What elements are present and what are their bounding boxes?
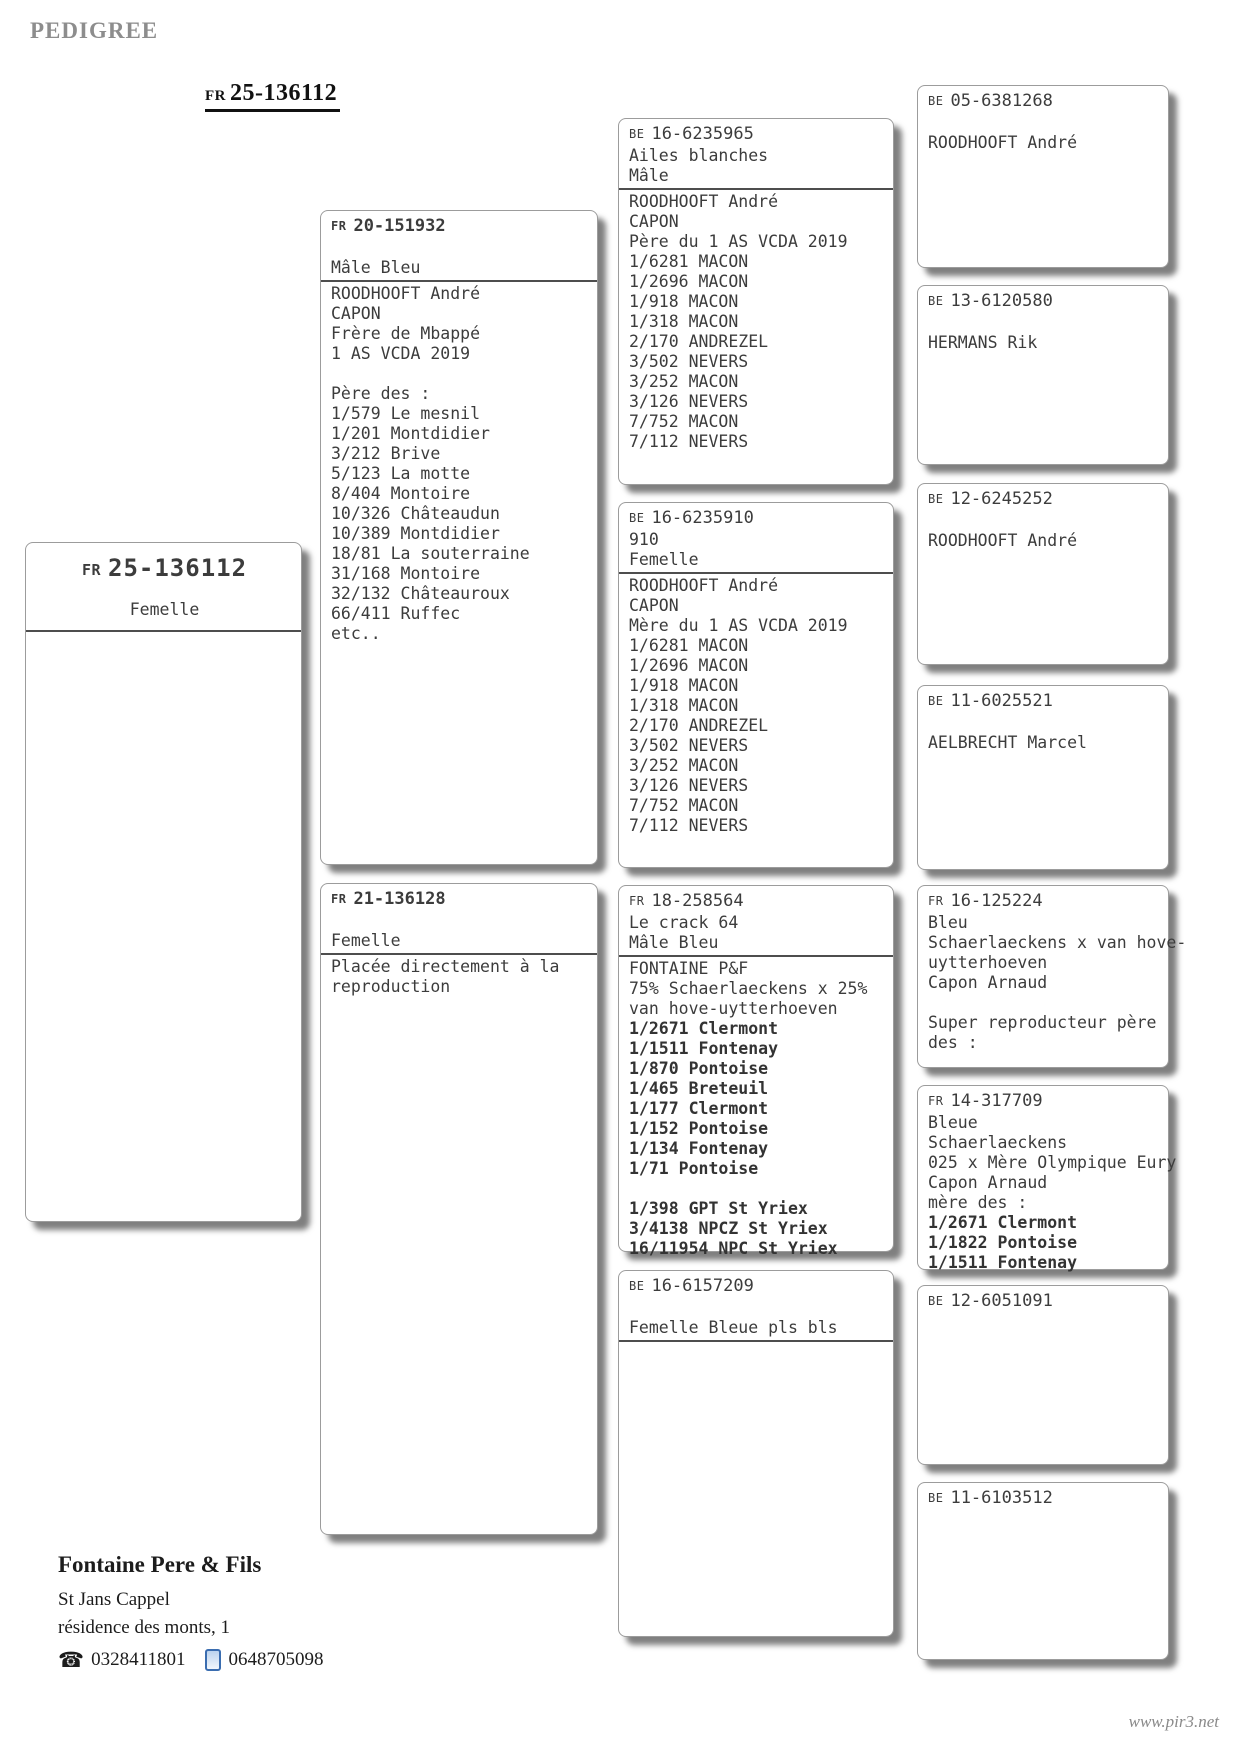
- ring-number: [928, 891, 1160, 913]
- pedigree-line: 1/1511 Fontenay: [629, 1039, 779, 1058]
- pedigree-line: 18/81 La souterraine: [331, 544, 530, 563]
- name-line: Le crack 64: [629, 913, 739, 932]
- ring-id: 25-136112: [108, 554, 248, 582]
- pedigree-line: 1/870 Pontoise: [629, 1059, 769, 1078]
- name-line: [629, 1298, 885, 1318]
- name-line: Mâle Bleu: [629, 933, 719, 952]
- pedigree-box-great-grandfather-3: [917, 885, 1187, 1068]
- pedigree-line: [928, 993, 1160, 1013]
- pedigree-line: 1/465 Breteuil: [629, 1079, 769, 1098]
- country-code: BE: [629, 511, 645, 525]
- pedigree-line: Schaerlaeckens: [928, 1133, 1068, 1152]
- pedigree-line: 1/152 Pontoise: [629, 1119, 769, 1138]
- pedigree-line: 3/502 NEVERS: [629, 736, 749, 755]
- pedigree-box-great-grandfather-2: [917, 483, 1169, 665]
- pedigree-line: 7/112 NEVERS: [629, 432, 749, 451]
- pedigree-line: van hove-uytterhoeven: [629, 999, 838, 1018]
- pedigree-line: 31/168 Montoire: [331, 564, 481, 583]
- pedigree-line: [928, 113, 1160, 133]
- pedigree-line: 2/170 ANDREZEL: [629, 332, 769, 351]
- divider: [321, 953, 597, 955]
- pedigree-line: 1 AS VCDA 2019: [331, 344, 471, 363]
- breeder-street: résidence des monts, 1: [58, 1617, 231, 1638]
- pedigree-line: 1/1511 Fontenay: [928, 1253, 1078, 1272]
- divider: [619, 1340, 893, 1342]
- pedigree-line: [928, 313, 1160, 333]
- country-code: BE: [928, 492, 944, 506]
- pedigree-line: 1/918 MACON: [629, 676, 739, 695]
- pedigree-line: 16/11954 NPC St Yriex: [629, 1239, 838, 1258]
- pedigree-line: Schaerlaeckens x van hove-: [928, 933, 1187, 952]
- pedigree-line: ROODHOOFT André: [629, 192, 779, 211]
- pedigree-line: 10/389 Montdidier: [331, 524, 500, 543]
- pedigree-line: Père des :: [331, 384, 431, 403]
- pedigree-box-great-grandmother-2: [917, 685, 1169, 870]
- pedigree-line: 66/411 Ruffec: [331, 604, 461, 623]
- ring-id: 12-6245252: [950, 489, 1053, 509]
- country-code: FR: [331, 219, 347, 233]
- name-line: Mâle Bleu: [331, 258, 421, 277]
- title-country-code: FR: [205, 88, 226, 104]
- pedigree-line: ROODHOOFT André: [629, 576, 779, 595]
- pedigree-box-great-grandfather-4: [917, 1285, 1169, 1465]
- pedigree-line: HERMANS Rik: [928, 333, 1038, 352]
- pedigree-line: ROODHOOFT André: [928, 531, 1078, 550]
- pedigree-line: AELBRECHT Marcel: [928, 733, 1087, 752]
- mobile-phone-icon: [205, 1649, 221, 1671]
- pedigree-box-mother: [320, 883, 598, 1535]
- pedigree-line: 3/4138 NPCZ St Yriex: [629, 1219, 828, 1238]
- pedigree-line: 3/502 NEVERS: [629, 352, 749, 371]
- pedigree-line: 7/752 MACON: [629, 796, 739, 815]
- pedigree-line: 1/2696 MACON: [629, 272, 749, 291]
- pedigree-line: 3/126 NEVERS: [629, 776, 749, 795]
- pedigree-box-grandmother-paternal: [618, 502, 894, 868]
- ring-id: 18-258564: [651, 891, 744, 911]
- name-line: Femelle Bleue pls bls: [629, 1318, 838, 1337]
- divider: [619, 188, 893, 190]
- ring-number: [928, 1091, 1160, 1113]
- page-title: PEDIGREE: [30, 18, 159, 43]
- pedigree-box-grandfather-paternal: [618, 118, 894, 485]
- breeder-contact: [58, 1648, 323, 1672]
- pedigree-line: 3/212 Brive: [331, 444, 441, 463]
- pedigree-line: CAPON: [629, 596, 679, 615]
- country-code: BE: [629, 1279, 645, 1293]
- pedigree-line: Super reproducteur père: [928, 1013, 1157, 1032]
- pedigree-line: [928, 511, 1160, 531]
- pedigree-line: 8/404 Montoire: [331, 484, 471, 503]
- pedigree-line: 3/126 NEVERS: [629, 392, 749, 411]
- pedigree-line: 1/2671 Clermont: [928, 1213, 1078, 1232]
- divider: [619, 955, 893, 957]
- pedigree-box-father: [320, 210, 598, 865]
- name-line: Mâle: [629, 166, 669, 185]
- ring-number: [928, 291, 1160, 313]
- ring-id: 16-6235965: [651, 124, 754, 144]
- divider: [619, 572, 893, 574]
- ring-id: 05-6381268: [950, 91, 1053, 111]
- pedigree-line: CAPON: [629, 212, 679, 231]
- mobile-number: 0648705098: [228, 1649, 324, 1670]
- ring-number: [928, 91, 1160, 113]
- divider: [26, 630, 301, 632]
- name-line: Femelle: [129, 600, 200, 619]
- country-code: FR: [928, 1094, 944, 1108]
- pedigree-line: 1/2696 MACON: [629, 656, 749, 675]
- pedigree-line: FONTAINE P&F: [629, 959, 749, 978]
- country-code: BE: [928, 694, 944, 708]
- pedigree-line: Bleu: [928, 913, 968, 932]
- country-code: BE: [928, 1294, 944, 1308]
- ring-number: [928, 1291, 1160, 1313]
- pedigree-box-grandmother-maternal: [618, 1270, 894, 1637]
- pedigree-line: uytterhoeven: [928, 953, 1048, 972]
- ring-number: [331, 889, 589, 911]
- divider: [321, 280, 597, 282]
- pedigree-line: 1/177 Clermont: [629, 1099, 769, 1118]
- pedigree-line: 1/918 MACON: [629, 292, 739, 311]
- pedigree-line: [331, 364, 589, 384]
- pedigree-line: 1/71 Pontoise: [629, 1159, 759, 1178]
- name-line: Femelle: [331, 931, 401, 950]
- pedigree-line: 2/170 ANDREZEL: [629, 716, 769, 735]
- ring-number: [928, 489, 1160, 511]
- pedigree-line: Mère du 1 AS VCDA 2019: [629, 616, 848, 635]
- ring-id: 21-136128: [353, 889, 446, 909]
- pedigree-line: 7/752 MACON: [629, 412, 739, 431]
- name-line: [331, 911, 589, 931]
- country-code: BE: [928, 294, 944, 308]
- ring-id: 20-151932: [353, 216, 446, 236]
- pedigree-box-great-grandmother-3: [917, 1085, 1177, 1272]
- ring-number: [928, 1488, 1160, 1510]
- pedigree-box-great-grandfather-1: [917, 85, 1169, 268]
- country-code: FR: [928, 894, 944, 908]
- pedigree-line: Placée directement à la: [331, 957, 560, 976]
- pedigree-line: 1/318 MACON: [629, 312, 739, 331]
- pedigree-line: ROODHOOFT André: [928, 133, 1078, 152]
- pedigree-line: Capon Arnaud: [928, 973, 1048, 992]
- breeder-name: Fontaine Pere & Fils: [58, 1552, 262, 1577]
- subject-ring-title: [205, 80, 340, 112]
- name-line: [331, 238, 589, 258]
- country-code: FR: [629, 894, 645, 908]
- title-ring-number: 25-136112: [230, 80, 338, 106]
- pedigree-line: 1/201 Montdidier: [331, 424, 490, 443]
- pedigree-line: [629, 1179, 885, 1199]
- pedigree-line: Capon Arnaud: [928, 1173, 1048, 1192]
- ring-number: [629, 891, 885, 913]
- ring-number: [629, 124, 885, 146]
- ring-id: 16-6235910: [651, 508, 754, 528]
- pedigree-box-great-grandmother-4: [917, 1482, 1169, 1660]
- pedigree-box-great-grandmother-1: [917, 285, 1169, 465]
- pedigree-line: 1/318 MACON: [629, 696, 739, 715]
- pedigree-line: 5/123 La motte: [331, 464, 471, 483]
- pedigree-line: Bleue: [928, 1113, 978, 1132]
- pedigree-line: 1/2671 Clermont: [629, 1019, 779, 1038]
- pedigree-line: ROODHOOFT André: [331, 284, 481, 303]
- pedigree-line: 025 x Mère Olympique Eury: [928, 1153, 1177, 1172]
- ring-id: 13-6120580: [950, 291, 1053, 311]
- country-code: FR: [81, 561, 101, 579]
- ring-id: 14-317709: [950, 1091, 1043, 1111]
- pedigree-line: 1/6281 MACON: [629, 252, 749, 271]
- watermark-url: www.pir3.net: [1128, 1712, 1219, 1731]
- ring-number: [629, 508, 885, 530]
- ring-number: [928, 691, 1160, 713]
- pedigree-line: 10/326 Châteaudun: [331, 504, 500, 523]
- name-line: 910: [629, 530, 659, 549]
- pedigree-line: 1/134 Fontenay: [629, 1139, 769, 1158]
- country-code: BE: [928, 94, 944, 108]
- pedigree-line: Père du 1 AS VCDA 2019: [629, 232, 848, 251]
- ring-number: [629, 1276, 885, 1298]
- pedigree-line: 75% Schaerlaeckens x 25%: [629, 979, 868, 998]
- name-line: Femelle: [629, 550, 699, 569]
- pedigree-line: [928, 713, 1160, 733]
- ring-id: 11-6103512: [950, 1488, 1053, 1508]
- pedigree-line: 1/398 GPT St Yriex: [629, 1199, 808, 1218]
- ring-id: 16-6157209: [651, 1276, 754, 1296]
- pedigree-line: 3/252 MACON: [629, 756, 739, 775]
- pedigree-line: des :: [928, 1033, 978, 1052]
- pedigree-line: etc..: [331, 624, 381, 643]
- pedigree-line: 1/6281 MACON: [629, 636, 749, 655]
- pedigree-line: 3/252 MACON: [629, 372, 739, 391]
- pedigree-line: Frère de Mbappé: [331, 324, 481, 343]
- breeder-info: [58, 1552, 323, 1672]
- ring-number: [331, 216, 589, 238]
- pedigree-line: 7/112 NEVERS: [629, 816, 749, 835]
- pedigree-line: CAPON: [331, 304, 381, 323]
- telephone-icon: ☎: [58, 1648, 85, 1672]
- breeder-city: St Jans Cappel: [58, 1589, 170, 1610]
- phone-number: 0328411801: [91, 1649, 186, 1670]
- pedigree-line: 32/132 Châteauroux: [331, 584, 510, 603]
- ring-id: 12-6051091: [950, 1291, 1053, 1311]
- pedigree-line: mère des :: [928, 1193, 1028, 1212]
- country-code: FR: [331, 892, 347, 906]
- pedigree-box-grandfather-maternal: [618, 885, 894, 1258]
- ring-number: [36, 554, 293, 592]
- ring-id: 11-6025521: [950, 691, 1053, 711]
- name-line: Ailes blanches: [629, 146, 769, 165]
- country-code: BE: [928, 1491, 944, 1505]
- country-code: BE: [629, 127, 645, 141]
- pedigree-box-subject: [25, 542, 302, 1222]
- pedigree-line: 1/579 Le mesnil: [331, 404, 481, 423]
- pedigree-line: reproduction: [331, 977, 451, 996]
- ring-id: 16-125224: [950, 891, 1043, 911]
- pedigree-line: 1/1822 Pontoise: [928, 1233, 1078, 1252]
